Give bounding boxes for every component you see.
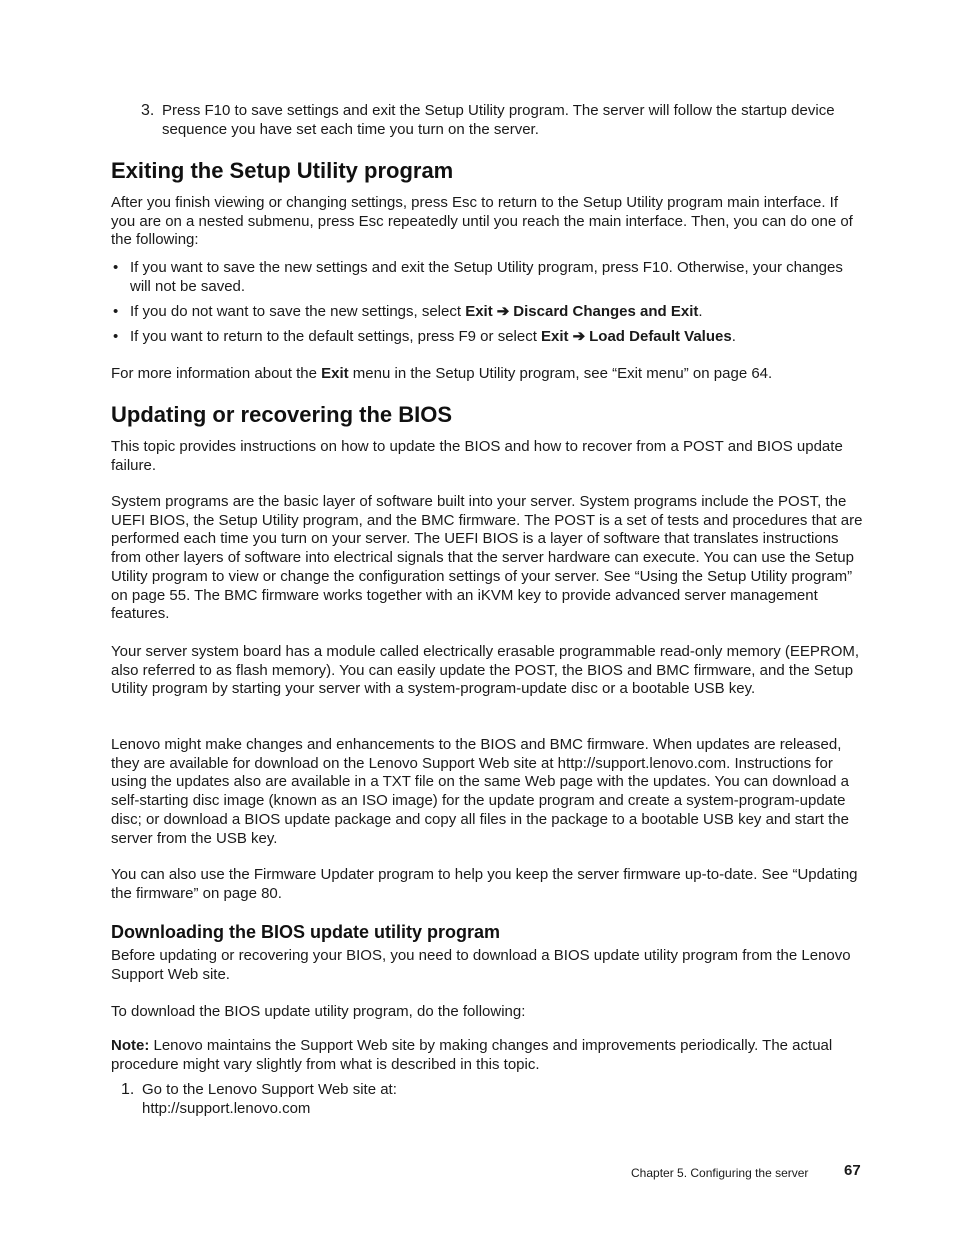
- more-prefix: For more information about the: [111, 365, 322, 382]
- heading-updating-bios: Updating or recovering the BIOS: [111, 402, 453, 427]
- footer-chapter: Chapter 5. Configuring the server: [631, 1166, 809, 1180]
- step-number: 3.: [141, 102, 155, 119]
- menu-exit: Exit: [465, 303, 493, 320]
- note-paragraph: [111, 1037, 863, 1074]
- support-url-link[interactable]: http://support.lenovo.com: [142, 1099, 311, 1117]
- arrow-right-icon: ➔: [572, 328, 586, 345]
- note-label: Note:: [111, 1037, 150, 1054]
- list-item: [111, 259, 863, 296]
- bullet-icon: •: [113, 303, 119, 320]
- bullet-suffix: .: [698, 303, 703, 320]
- bullet-prefix: If you want to return to the default settings, press F9 or select: [130, 328, 542, 345]
- bios-para-2: System programs are the basic layer of software built into your server. System programs include the POST, the UEFI BIOS, the Setup Utility program, and the BMC firmware. The POST is a set of tests and procedures that are performed each time you turn on your server. The UEFI BIOS is a layer of software that translates instructions from other layers of software into electrical signals that the server hardware can execute. You can use the Setup Utility program to view or change the configuration settings of your server. See “Using the Setup Utility program” on page 55. The BMC firmware works together with an iKVM key to provide advanced server management features.: [111, 493, 863, 623]
- more-suffix: menu in the Setup Utility program, see “Exit menu” on page 64.: [348, 365, 773, 382]
- bullet-icon: •: [113, 259, 119, 276]
- download-para-2: To download the BIOS update utility program, do the following:: [111, 1003, 526, 1020]
- step-text: Go to the Lenovo Support Web site at:: [142, 1081, 397, 1098]
- bios-para-4: Lenovo might make changes and enhancements to the BIOS and BMC firmware. When updates are released, they are available for download on the Lenovo Support Web site at http://support.lenovo.com. Instructions for using the updates also are available in a TXT file on the same Web page with the updates. You can download a self-starting disc image (known as an ISO image) for the update program and create a system-program-update disc; or download a BIOS update package and copy all files in the package to a bootable USB key and start the server from the USB key.: [111, 736, 850, 847]
- note-text: Lenovo maintains the Support Web site by making changes and improvements periodically. The actual procedure might vary slightly from what is described in this topic.: [111, 1037, 833, 1073]
- intro-step-3: [141, 102, 863, 139]
- bios-para-1: This topic provides instructions on how to update the BIOS and how to recover from a POST and BIOS update failure.: [111, 438, 843, 474]
- step-text: Press F10 to save settings and exit the Setup Utility program. The server will follow the startup device sequence you have set each time you turn on the server.: [162, 102, 835, 138]
- bios-para-5: You can also use the Firmware Updater program to help you keep the server firmware up-to-date. See “Updating the firmware” on page 80.: [111, 866, 858, 902]
- bullet-suffix: .: [731, 328, 736, 345]
- bullet-prefix: If you do not want to save the new settings, select: [130, 303, 466, 320]
- download-para-1: Before updating or recovering your BIOS, you need to download a BIOS update utility program from the Lenovo Support Web site.: [111, 947, 851, 983]
- bullet-text: If you want to save the new settings and exit the Setup Utility program, press F10. Otherwise, your changes will not be saved.: [130, 259, 843, 295]
- exit-intro-paragraph: After you finish viewing or changing settings, press Esc to return to the Setup Utility program main interface. If you are on a nested submenu, press Esc repeatedly until you reach the main interface. Then, you can do one of the following:: [111, 194, 853, 249]
- list-item: [111, 303, 863, 322]
- list-item: [111, 328, 863, 347]
- page-number: 67: [844, 1162, 861, 1179]
- bullet-text: [130, 328, 863, 347]
- heading-exiting-setup: Exiting the Setup Utility program: [111, 158, 454, 183]
- page-footer: [631, 1162, 861, 1183]
- menu-load-defaults: Load Default Values: [589, 328, 732, 345]
- arrow-right-icon: ➔: [496, 303, 510, 320]
- bullet-text: [130, 303, 863, 322]
- menu-discard-changes: Discard Changes and Exit: [513, 303, 699, 320]
- menu-exit: Exit: [541, 328, 569, 345]
- more-bold: Exit: [321, 365, 349, 382]
- download-step-1: [121, 1081, 863, 1118]
- heading-downloading-bios: Downloading the BIOS update utility program: [111, 922, 501, 942]
- step-number: 1.: [121, 1081, 135, 1098]
- bios-para-3: Your server system board has a module called electrically erasable programmable read-only memory (EEPROM, also referred to as flash memory). You can easily update the POST, the BIOS and BMC firmware, and the Setup Utility program by starting your server with a system-program-update disc or a bootable USB key.: [111, 643, 860, 698]
- bullet-icon: •: [113, 328, 119, 345]
- exit-more-info: [111, 365, 863, 384]
